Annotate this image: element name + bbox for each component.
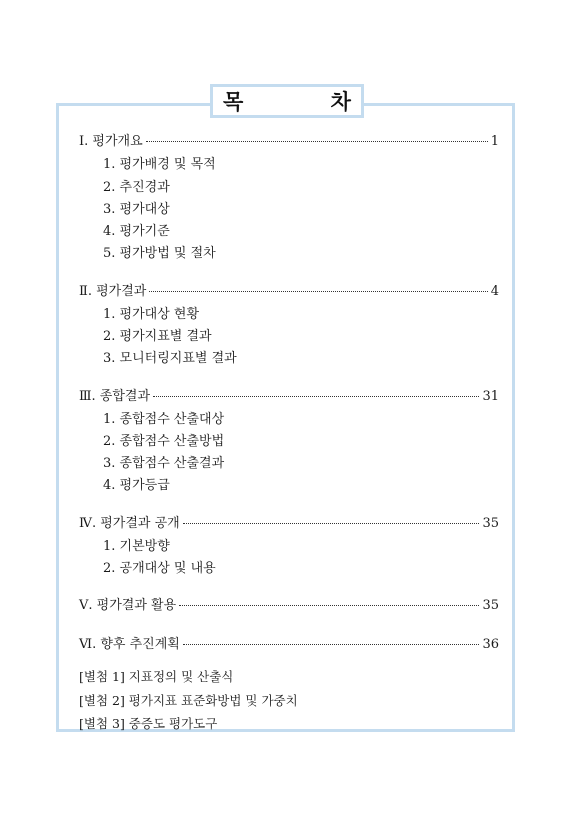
chapter-label: Ⅳ. 평가결과 공개	[79, 516, 180, 531]
appendix-item[interactable]: [별첨 3] 중증도 평가도구	[79, 716, 218, 731]
toc-chapter-3[interactable]	[79, 389, 499, 405]
toc-item[interactable]: 3. 평가대상	[103, 202, 170, 217]
toc-item[interactable]: 3. 모니터링지표별 결과	[103, 351, 237, 366]
chapter-label: Ⅲ. 종합결과	[79, 389, 151, 404]
dot-leader	[183, 644, 480, 645]
page-number: 35	[482, 516, 499, 531]
toc-item[interactable]: 2. 종합점수 산출방법	[103, 434, 225, 449]
dot-leader	[153, 396, 479, 397]
page-title: 목 차	[223, 90, 391, 114]
chapter-label: Ⅵ. 향후 추진계획	[79, 637, 180, 652]
toc-item[interactable]: 2. 평가지표별 결과	[103, 329, 212, 344]
dot-leader	[149, 291, 487, 292]
appendix-item[interactable]: [별첨 1] 지표정의 및 산출식	[79, 669, 234, 684]
page-number: 1	[490, 134, 499, 149]
page-number: 31	[482, 389, 499, 404]
appendix-item[interactable]: [별첨 2] 평가지표 표준화방법 및 가중치	[79, 693, 298, 708]
toc-item[interactable]: 1. 종합점수 산출대상	[103, 412, 225, 427]
toc-item[interactable]: 1. 기본방향	[103, 539, 170, 554]
page-number: 36	[482, 637, 499, 652]
toc-item[interactable]: 5. 평가방법 및 절차	[103, 246, 216, 261]
chapter-label: Ⅴ. 평가결과 활용	[79, 598, 177, 613]
page-number: 35	[482, 598, 499, 613]
page-number: 4	[490, 284, 499, 299]
dot-leader	[146, 141, 488, 142]
toc-item[interactable]: 1. 평가배경 및 목적	[103, 157, 216, 172]
toc-item[interactable]: 4. 평가등급	[103, 478, 170, 493]
chapter-label: Ⅰ. 평가개요	[79, 134, 143, 149]
toc-item[interactable]: 1. 평가대상 현황	[103, 307, 200, 322]
toc-chapter-1[interactable]	[79, 134, 499, 150]
toc-item[interactable]: 2. 추진경과	[103, 180, 170, 195]
toc-item[interactable]: 3. 종합점수 산출결과	[103, 456, 225, 471]
toc-chapter-6[interactable]	[79, 637, 499, 653]
toc-item[interactable]: 4. 평가기준	[103, 224, 170, 239]
chapter-label: Ⅱ. 평가결과	[79, 284, 147, 299]
dot-leader	[183, 523, 480, 524]
dot-leader	[179, 605, 479, 606]
toc-item[interactable]: 2. 공개대상 및 내용	[103, 561, 216, 576]
toc-chapter-5[interactable]	[79, 598, 499, 614]
toc-chapter-2[interactable]	[79, 284, 499, 300]
toc-chapter-4[interactable]	[79, 516, 499, 532]
